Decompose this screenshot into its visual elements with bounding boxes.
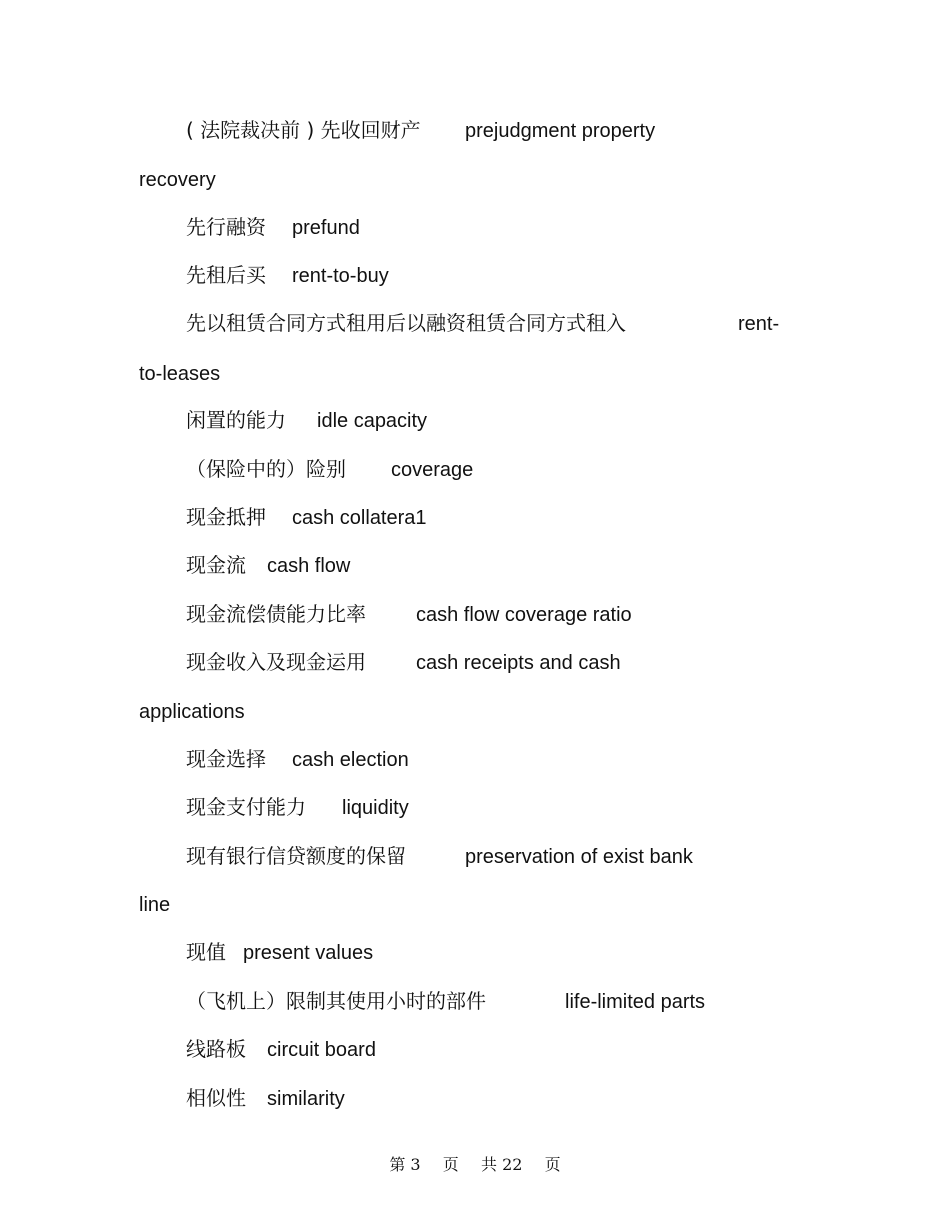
term-chinese: 现金流: [186, 553, 246, 577]
term-chinese: 现值: [186, 940, 226, 964]
term-english: cash flow: [267, 555, 351, 577]
entry-line: [186, 457, 346, 481]
term-chinese: 现有银行信贷额度的保留: [186, 844, 406, 868]
entry-line: [342, 795, 409, 819]
entry-line: [186, 311, 626, 335]
entry-line: [267, 1037, 376, 1061]
term-english: rent-to-buy: [292, 265, 389, 287]
entry-line: [292, 505, 427, 529]
term-english: liquidity: [342, 797, 409, 819]
term-english: line: [139, 894, 171, 916]
entry-line: [186, 989, 486, 1013]
entry-continuation: [139, 167, 216, 191]
entry-line: [465, 844, 693, 868]
entry-line: [186, 747, 266, 771]
term-english: circuit board: [267, 1039, 376, 1061]
footer-total-word: 共: [481, 1155, 498, 1174]
term-chinese: 闲置的能力: [186, 408, 286, 432]
entry-line: [186, 795, 306, 819]
entry-line: [186, 118, 421, 142]
entry-continuation: [139, 892, 170, 916]
term-chinese: 现金抵押: [186, 505, 266, 529]
entry-line: [243, 940, 373, 964]
term-chinese: 现金流偿债能力比率: [186, 602, 366, 626]
term-english: coverage: [391, 459, 474, 481]
term-chinese: （飞机上）限制其使用小时的部件: [186, 989, 486, 1013]
entry-line: [186, 1086, 246, 1110]
entry-line: [186, 408, 286, 432]
term-chinese: 先以租赁合同方式租用后以融资租赁合同方式租入: [186, 311, 626, 335]
term-english: recovery: [139, 169, 216, 191]
entry-line: [416, 650, 621, 674]
entry-line: [317, 408, 427, 432]
term-english: preservation of exist bank: [465, 846, 693, 868]
page-footer: [0, 1154, 950, 1176]
entry-line: [186, 940, 226, 964]
term-chinese: 现金收入及现金运用: [186, 650, 366, 674]
entry-line: [186, 844, 406, 868]
entry-line: [186, 505, 266, 529]
term-chinese: 现金选择: [186, 747, 266, 771]
term-chinese: 先行融资: [186, 215, 266, 239]
entry-line: [186, 263, 266, 287]
entry-line: [465, 118, 655, 142]
entry-line: [267, 1086, 345, 1110]
term-english: cash flow coverage ratio: [416, 604, 632, 626]
term-chinese: 线路板: [186, 1037, 246, 1061]
term-chinese: 相似性: [186, 1086, 246, 1110]
entry-line: [416, 602, 632, 626]
footer-page-word: 页: [442, 1155, 459, 1174]
term-english: cash election: [292, 749, 409, 771]
term-english: applications: [139, 701, 245, 723]
term-english: idle capacity: [317, 410, 428, 432]
current-page-number: 3: [410, 1155, 421, 1174]
term-chinese: 先租后买: [186, 263, 266, 287]
entry-line: [391, 457, 473, 481]
term-english: prefund: [292, 217, 360, 239]
entry-line: [565, 989, 705, 1013]
entry-line: [738, 311, 779, 335]
entry-line: [267, 553, 350, 577]
footer-prefix: 第: [389, 1155, 406, 1174]
entry-line: [186, 602, 366, 626]
term-english: cash receipts and cash: [416, 652, 621, 674]
term-english: rent-: [738, 313, 780, 335]
term-english: life-limited parts: [565, 991, 706, 1013]
term-english: to-leases: [139, 363, 221, 385]
entry-line: [292, 215, 360, 239]
term-english: present values: [243, 942, 374, 964]
entry-line: [186, 553, 246, 577]
entry-continuation: [139, 699, 245, 723]
entry-line: [186, 215, 266, 239]
total-pages-number: 22: [502, 1155, 523, 1174]
entry-continuation: [139, 361, 220, 385]
entry-line: [186, 1037, 246, 1061]
term-chinese: （保险中的）险别: [186, 457, 346, 481]
term-chinese: 现金支付能力: [186, 795, 306, 819]
footer-suffix: 页: [544, 1155, 561, 1174]
entry-line: [186, 650, 366, 674]
term-english: prejudgment property: [465, 120, 656, 142]
term-chinese: ( 法院裁决前 ) 先收回财产: [186, 118, 421, 142]
entry-line: [292, 747, 409, 771]
term-english: cash collatera1: [292, 507, 427, 529]
entry-line: [292, 263, 389, 287]
term-english: similarity: [267, 1088, 345, 1110]
